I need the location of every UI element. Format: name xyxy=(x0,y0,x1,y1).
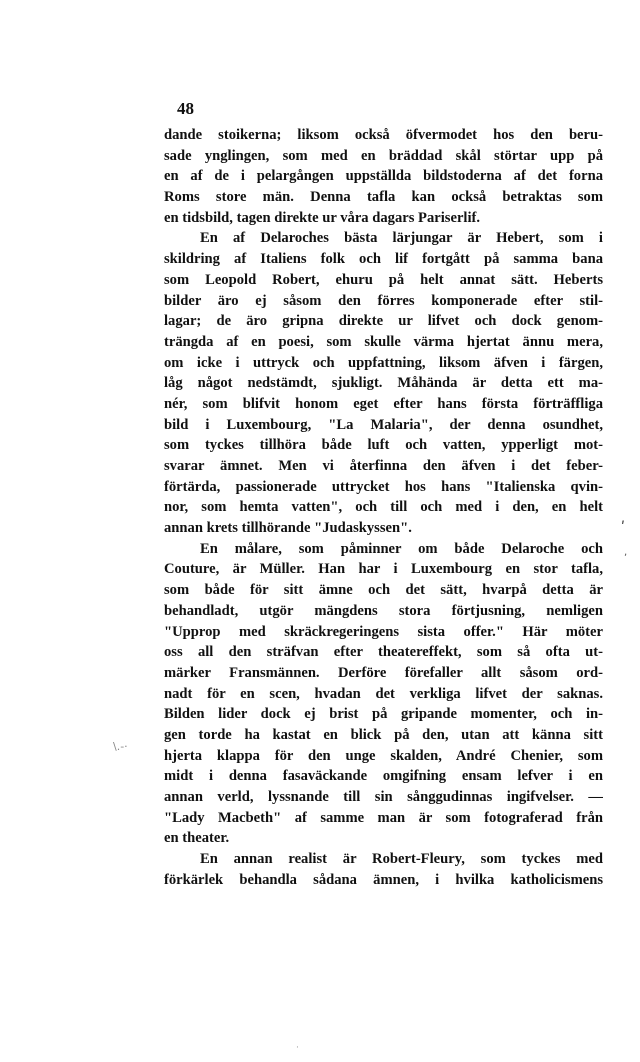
text-line: nor, som hemta vatten", och till och med i den, en helt xyxy=(164,499,603,516)
text-line: lagar; de äro gripna direkte ur lifvet och dock genom- xyxy=(164,313,603,330)
text-line: bilder äro ej såsom den förres komponerade efter stil- xyxy=(164,292,603,309)
text-line: en tidsbild, tagen direkte ur våra dagars Pariserlif. xyxy=(164,209,481,226)
page-number: 48 xyxy=(177,99,194,118)
text-line: "Lady Macbeth" af samme man är som fotograferad från xyxy=(164,809,603,826)
text-line: nér, som blifvit honom eget efter hans första förträffliga xyxy=(164,395,603,412)
text-line: nadt för en scen, hvadan det verkliga lifvet der saknas. xyxy=(164,685,603,702)
text-line: trängda af en poesi, som skulle värma hjertat ännu mera, xyxy=(164,333,603,350)
text-line: förtärda, passionerade uttrycket hos hans "Italienska qvin- xyxy=(164,478,603,495)
text-line: en af de i pelargången uppställda bildstoderna af det forna xyxy=(164,168,603,185)
text-line: "Upprop med skräckregeringens sista offer." Här möter xyxy=(164,623,603,640)
text-line: gen torde ha kastat en blick på den, utan att känna sitt xyxy=(164,726,603,743)
text-line: Couture, är Müller. Han har i Luxembourg en stor tafla, xyxy=(164,561,603,578)
margin-mark: , xyxy=(624,547,628,558)
text-line: behandladt, utgör mängdens stora förtjusning, nemligen xyxy=(164,602,603,619)
text-line: En af Delaroches bästa lärjungar är Hebert, som i xyxy=(200,230,603,247)
text-line: hjerta klappa för den unge skalden, André Chenier, som xyxy=(164,747,603,764)
text-line: låg något nedstämdt, sjukligt. Måhända är detta ett ma- xyxy=(164,375,603,392)
text-line: dande stoikerna; liksom också öfvermodet hos den beru- xyxy=(164,127,603,143)
text-line: som både för sitt ämne och det sätt, hvarpå detta är xyxy=(164,582,603,599)
text-line: En målare, som påminner om både Delaroche och xyxy=(200,540,603,557)
body-text xyxy=(164,125,603,890)
margin-pencil-mark: \.-· xyxy=(113,740,128,753)
text-line: som tyckes tillhöra både luft och vatten, ypperligt mot- xyxy=(164,437,603,454)
text-line: midt i denna fasaväckande omgifning ensam lefver i en xyxy=(164,768,603,785)
text-line: förkärlek behandla sådana ämnen, i hvilka katholicismens xyxy=(164,871,603,888)
text-line: som Leopold Robert, ehuru på helt annat sätt. Heberts xyxy=(164,271,603,288)
text-line: Roms store män. Denna tafla kan också betraktas som xyxy=(164,189,603,206)
text-line: En annan realist är Robert-Fleury, som tyckes med xyxy=(200,851,603,868)
text-line: skildring af Italiens folk och lif fortgått på samma bana xyxy=(164,251,603,268)
text-line: svarar ämnet. Men vi återfinna den äfven i det feber- xyxy=(164,458,603,474)
text-line: annan verld, lyssnande till sin sånggudinnas ingifvelser. — xyxy=(164,789,603,805)
text-line: bild i Luxembourg, "La Malaria", der denna osundhet, xyxy=(164,416,603,433)
text-line: oss all den sträfvan efter theatereffekt, som så ofta ut- xyxy=(164,644,603,661)
margin-dot: · xyxy=(296,1043,299,1053)
text-line: om icke i uttryck och uppfattning, liksom äfven i färgen, xyxy=(164,354,603,371)
text-line: märker Fransmännen. Derföre förefaller allt såsom ord- xyxy=(164,664,603,681)
text-line: annan krets tillhörande "Judaskyssen". xyxy=(164,520,412,537)
text-line: Bilden lider dock ej brist på gripande momenter, och in- xyxy=(164,706,603,723)
text-line: en theater. xyxy=(164,830,230,847)
margin-mark: ʹ xyxy=(621,520,625,536)
text-line: sade ynglingen, som med en bräddad skål störtar upp på xyxy=(164,147,603,164)
